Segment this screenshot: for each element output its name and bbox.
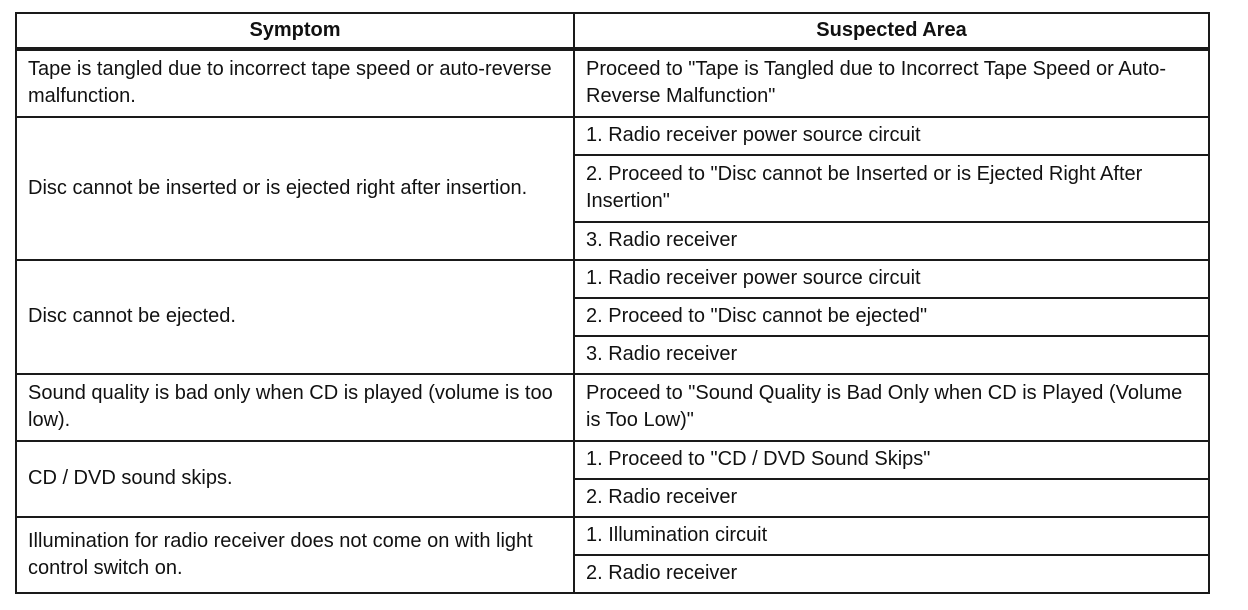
troubleshooting-table-container [15, 12, 1208, 594]
suspected-area-column-header: Suspected Area [574, 13, 1209, 49]
table-row [16, 441, 1209, 479]
suspected-area-cell: 2. Proceed to "Disc cannot be Inserted or is Ejected Right After Insertion" [574, 155, 1209, 222]
symptom-cell: CD / DVD sound skips. [16, 441, 574, 517]
table-row [16, 49, 1209, 117]
suspected-area-cell: Proceed to "Sound Quality is Bad Only when CD is Played (Volume is Too Low)" [574, 374, 1209, 441]
symptom-cell: Sound quality is bad only when CD is played (volume is too low). [16, 374, 574, 441]
troubleshooting-table [15, 12, 1210, 594]
suspected-area-cell: 3. Radio receiver [574, 222, 1209, 260]
table-row [16, 517, 1209, 555]
suspected-area-cell: 1. Radio receiver power source circuit [574, 260, 1209, 298]
table-row [16, 117, 1209, 155]
suspected-area-cell: Proceed to "Tape is Tangled due to Incorrect Tape Speed or Auto-Reverse Malfunction" [574, 49, 1209, 117]
suspected-area-cell: 1. Illumination circuit [574, 517, 1209, 555]
table-row [16, 374, 1209, 441]
suspected-area-cell: 2. Proceed to "Disc cannot be ejected" [574, 298, 1209, 336]
symptom-cell: Illumination for radio receiver does not come on with light control switch on. [16, 517, 574, 593]
symptom-cell: Disc cannot be ejected. [16, 260, 574, 374]
header-row [16, 13, 1209, 49]
suspected-area-cell: 2. Radio receiver [574, 479, 1209, 517]
suspected-area-cell: 2. Radio receiver [574, 555, 1209, 593]
suspected-area-cell: 1. Radio receiver power source circuit [574, 117, 1209, 155]
symptom-column-header: Symptom [16, 13, 574, 49]
suspected-area-cell: 1. Proceed to "CD / DVD Sound Skips" [574, 441, 1209, 479]
suspected-area-cell: 3. Radio receiver [574, 336, 1209, 374]
symptom-cell: Tape is tangled due to incorrect tape speed or auto-reverse malfunction. [16, 49, 574, 117]
table-row [16, 260, 1209, 298]
symptom-cell: Disc cannot be inserted or is ejected right after insertion. [16, 117, 574, 260]
